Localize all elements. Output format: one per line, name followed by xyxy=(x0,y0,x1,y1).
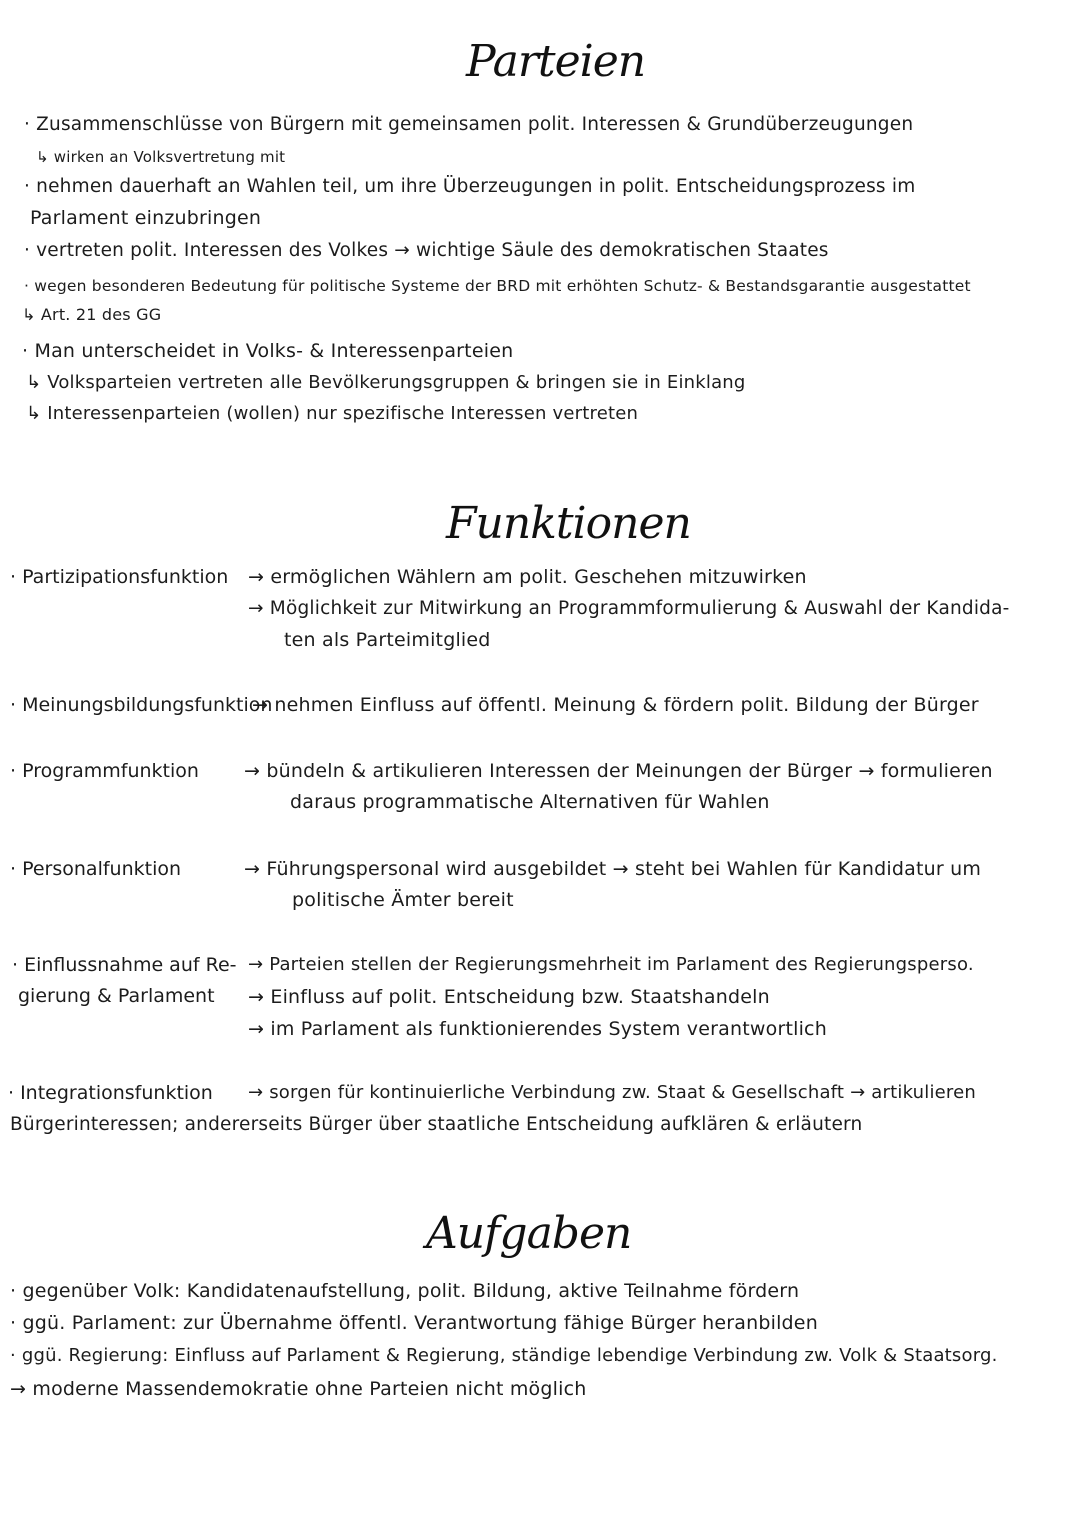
funktion-einflussnahme-line-2: → Einfluss auf polit. Entscheidung bzw. Staatshandeln xyxy=(248,986,770,1008)
funktion-integration-line-1: → sorgen für kontinuierliche Verbindung zw. Staat & Gesellschaft → artikulieren xyxy=(248,1082,977,1103)
heading-funktionen: Funktionen xyxy=(446,498,691,549)
funktion-label-meinungsbildung: · Meinungsbildungsfunktion xyxy=(10,694,273,716)
aufgaben-line-1: · gegenüber Volk: Kandidatenaufstellung, polit. Bildung, aktive Teilnahme fördern xyxy=(10,1280,800,1302)
aufgaben-line-2: · ggü. Parlament: zur Übernahme öffentl. Verantwortung fähige Bürger heranbilden xyxy=(10,1312,818,1334)
aufgaben-line-3: · ggü. Regierung: Einfluss auf Parlament & Regierung, ständige lebendige Verbindung zw. Volk & Staatsorg. xyxy=(10,1345,998,1366)
parteien-line-6: · wegen besonderen Bedeutung für politische Systeme der BRD mit erhöhten Schutz- & Bestandsgarantie ausgestattet xyxy=(24,277,971,295)
funktion-einflussnahme-line-1: → Parteien stellen der Regierungsmehrheit im Parlament des Regierungsperso. xyxy=(248,954,974,975)
funktion-label-einflussnahme: · Einflussnahme auf Re- xyxy=(12,954,237,976)
funktion-programm-line-2: daraus programmatische Alternativen für Wahlen xyxy=(290,791,770,813)
heading-parteien: Parteien xyxy=(466,36,646,87)
funktion-partizipation-line-2: → Möglichkeit zur Mitwirkung an Programmformulierung & Auswahl der Kandida- xyxy=(248,598,1010,619)
parteien-line-4: Parlament einzubringen xyxy=(30,207,262,229)
funktion-partizipation-line-1: → ermöglichen Wählern am polit. Geschehen mitzuwirken xyxy=(248,566,807,588)
parteien-line-9: ↳ Volksparteien vertreten alle Bevölkerungsgruppen & bringen sie in Einklang xyxy=(26,372,746,393)
funktion-personal-line-1: → Führungspersonal wird ausgebildet → steht bei Wahlen für Kandidatur um xyxy=(244,858,982,880)
funktion-label-partizipation: · Partizipationsfunktion xyxy=(10,566,229,588)
parteien-line-5: · vertreten polit. Interessen des Volkes → wichtige Säule des demokratischen Staates xyxy=(24,240,829,261)
funktion-partizipation-line-3: ten als Parteimitglied xyxy=(284,629,491,651)
parteien-line-3: · nehmen dauerhaft an Wahlen teil, um ihre Überzeugungen in polit. Entscheidungsprozess im xyxy=(24,176,916,197)
funktion-label-personal: · Personalfunktion xyxy=(10,858,182,880)
funktion-personal-line-2: politische Ämter bereit xyxy=(292,889,514,911)
heading-aufgaben: Aufgaben xyxy=(426,1208,632,1259)
parteien-line-8: · Man unterscheidet in Volks- & Interessenparteien xyxy=(22,340,514,362)
parteien-line-2: ↳ wirken an Volksvertretung mit xyxy=(36,148,286,166)
funktion-integration-line-2: Bürgerinteressen; andererseits Bürger über staatliche Entscheidung aufklären & erläutern xyxy=(10,1114,863,1135)
funktion-label-einflussnahme-2: gierung & Parlament xyxy=(18,985,215,1007)
funktion-programm-line-1: → bündeln & artikulieren Interessen der Meinungen der Bürger → formulieren xyxy=(244,760,993,782)
aufgaben-line-4: → moderne Massendemokratie ohne Parteien nicht möglich xyxy=(10,1378,587,1400)
funktion-label-integration: · Integrationsfunktion xyxy=(8,1082,213,1104)
parteien-line-1: · Zusammenschlüsse von Bürgern mit gemeinsamen polit. Interessen & Grundüberzeugungen xyxy=(24,114,914,135)
parteien-line-7: ↳ Art. 21 des GG xyxy=(22,305,162,324)
parteien-line-10: ↳ Interessenparteien (wollen) nur spezifische Interessen vertreten xyxy=(26,403,639,424)
funktion-label-programm: · Programmfunktion xyxy=(10,760,199,782)
funktion-einflussnahme-line-3: → im Parlament als funktionierendes System verantwortlich xyxy=(248,1018,827,1040)
funktion-meinungsbildung-line-1: → nehmen Einfluss auf öffentl. Meinung & fördern polit. Bildung der Bürger xyxy=(252,694,979,716)
